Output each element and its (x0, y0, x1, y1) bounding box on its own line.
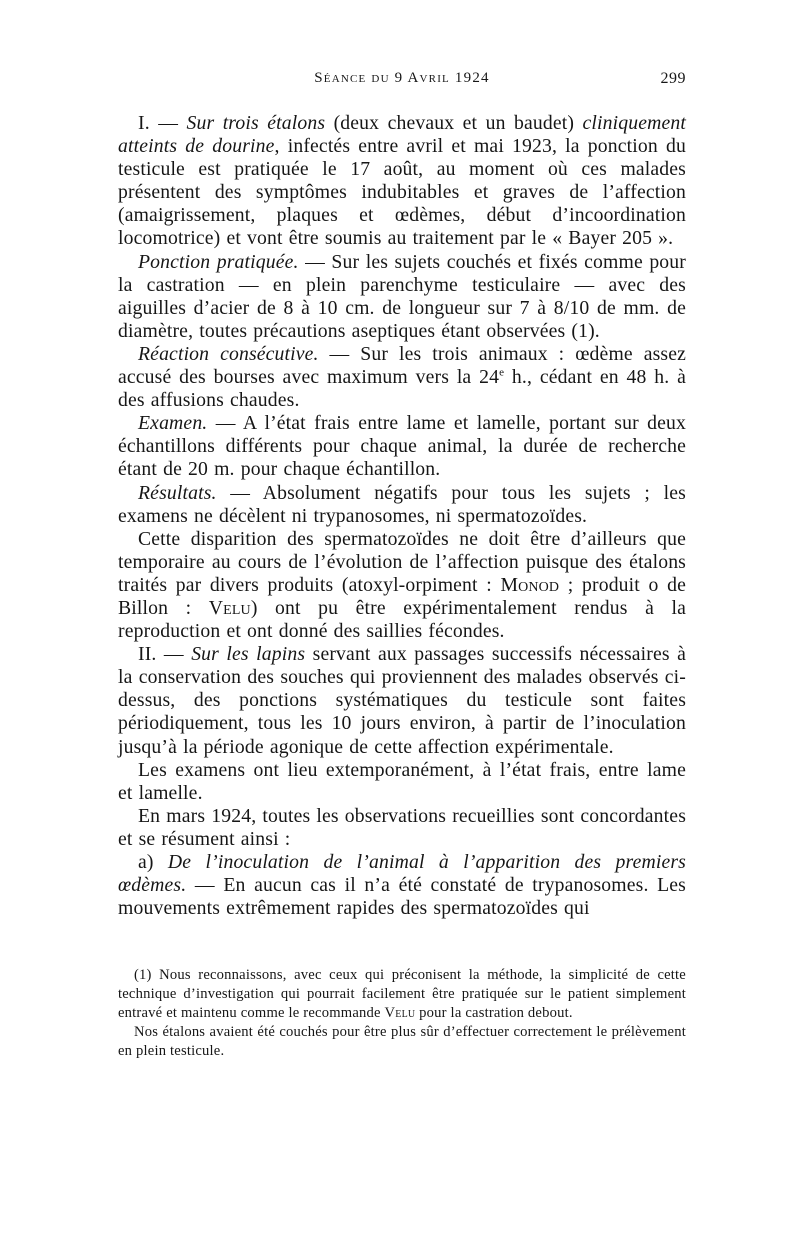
text-run: pour la castration debout. (415, 1005, 573, 1021)
text-run: — En aucun cas il n’a été constaté de trypanosomes. Les mouvements extrêmement rapides des spermatozoïdes qui (118, 874, 686, 920)
paragraph-5 (118, 482, 686, 528)
footnote-1-continuation: Nos étalons avaient été couchés pour être plus sûr d’effectuer correctement le prélèvement en plein testicule. (118, 1024, 686, 1059)
paragraph-9: En mars 1924, toutes les observations recueillies sont concordantes et se résument ainsi : (118, 804, 686, 850)
page (118, 70, 686, 920)
footnotes (118, 966, 686, 1061)
paragraph-7 (118, 643, 686, 758)
footnote-1 (118, 966, 686, 1023)
text-run: (1) Nous reconnaissons, avec ceux qui préconisent la méthode, la simplicité de cette technique d’investigation qui pourrait facilement être pratiquée sur le patient simplement entravé et maintenu comme le recommande (118, 967, 686, 1021)
running-header (118, 70, 686, 100)
paragraph-3 (118, 343, 686, 412)
section-heading: Sur les lapins (191, 643, 306, 666)
text-run: — Sur les trois animaux : œdème assez accusé des bourses avec maximum vers la 24 (118, 342, 686, 389)
body-text (118, 112, 686, 920)
text-run: Cette disparition des spermatozoïdes ne doit être d’ailleurs que temporaire au cours de l’évolution de l’affection puisque des étalons traités par divers produits (atoxyl-orpiment : (118, 527, 686, 596)
run-in-heading: Résultats. (138, 481, 217, 504)
text-run: — A l’état frais entre lame et lamelle, portant sur deux échantillons différents pour chaque animal, la durée de recherche étant de 20 m. pour chaque échantillon. (118, 412, 686, 481)
running-title: Séance du 9 Avril 1924 (314, 70, 490, 86)
text-run: ) ont pu être expérimentalement rendus à la reproduction et ont donné des saillies fécondes. (118, 596, 686, 643)
section-number: II. — (138, 643, 192, 666)
text-run: h., cédant en 48 h. à des affusions chaudes. (118, 366, 686, 412)
text-run: (deux chevaux et un baudet) (325, 112, 583, 134)
text-run: ; produit o de Billon : (118, 573, 686, 619)
section-number: I. — (138, 112, 187, 134)
run-in-heading: Examen. (138, 412, 208, 435)
paragraph-8: Les examens ont lieu extemporanément, à l’état frais, entre lame et lamelle. (118, 758, 686, 804)
emphasis: cliniquement atteints de dourine (118, 112, 686, 158)
author-name: Velu (384, 1005, 416, 1021)
paragraph-1 (118, 112, 686, 251)
text-run: — Sur les sujets couchés et fixés comme pour la castration — en plein parenchyme testiculaire — avec des aiguilles d’acier de 8 à 10 cm. de longueur sur 7 à 8/10 de mm. de diamètre, toutes précautions aseptiques étant observées (1). (118, 250, 687, 342)
list-marker: a) (138, 851, 168, 873)
author-name: Velu (208, 596, 251, 619)
superscript: e (499, 366, 505, 379)
run-in-heading: Ponction pratiquée. (138, 250, 299, 273)
paragraph-2 (118, 251, 686, 343)
subheading: De l’inoculation de l’animal à l’apparition des premiers œdèmes. (118, 851, 686, 897)
author-name: Monod (500, 573, 560, 596)
run-in-heading: Réaction consécutive. (138, 342, 319, 365)
paragraph-4 (118, 412, 686, 481)
text-run: servant aux passages successifs nécessaires à la conservation des souches qui proviennent des malades observés ci-dessus, des ponctions systématiques du testicule sont faites périodiquement, tous les 10 jours environ, à partir de l’inoculation jusqu’à la période agonique de cette affection expérimentale. (118, 643, 686, 758)
text-run: — Absolument négatifs pour tous les sujets ; les examens ne décèlent ni trypanosomes, ni spermatozoïdes. (118, 481, 686, 527)
page-number: 299 (660, 70, 686, 87)
paragraph-6 (118, 528, 686, 643)
text-run: , infectés entre avril et mai 1923, la ponction du testicule est pratiquée le 17 août, au moment où ces malades présentent des symptômes indubitables et graves de l’affection (amaigrissement, plaques et œdèmes, début d’incoordination locomotrice) et vont être soumis au traitement par le « Bayer 205 ». (118, 135, 686, 250)
section-heading: Sur trois étalons (186, 112, 326, 134)
paragraph-10 (118, 851, 686, 920)
